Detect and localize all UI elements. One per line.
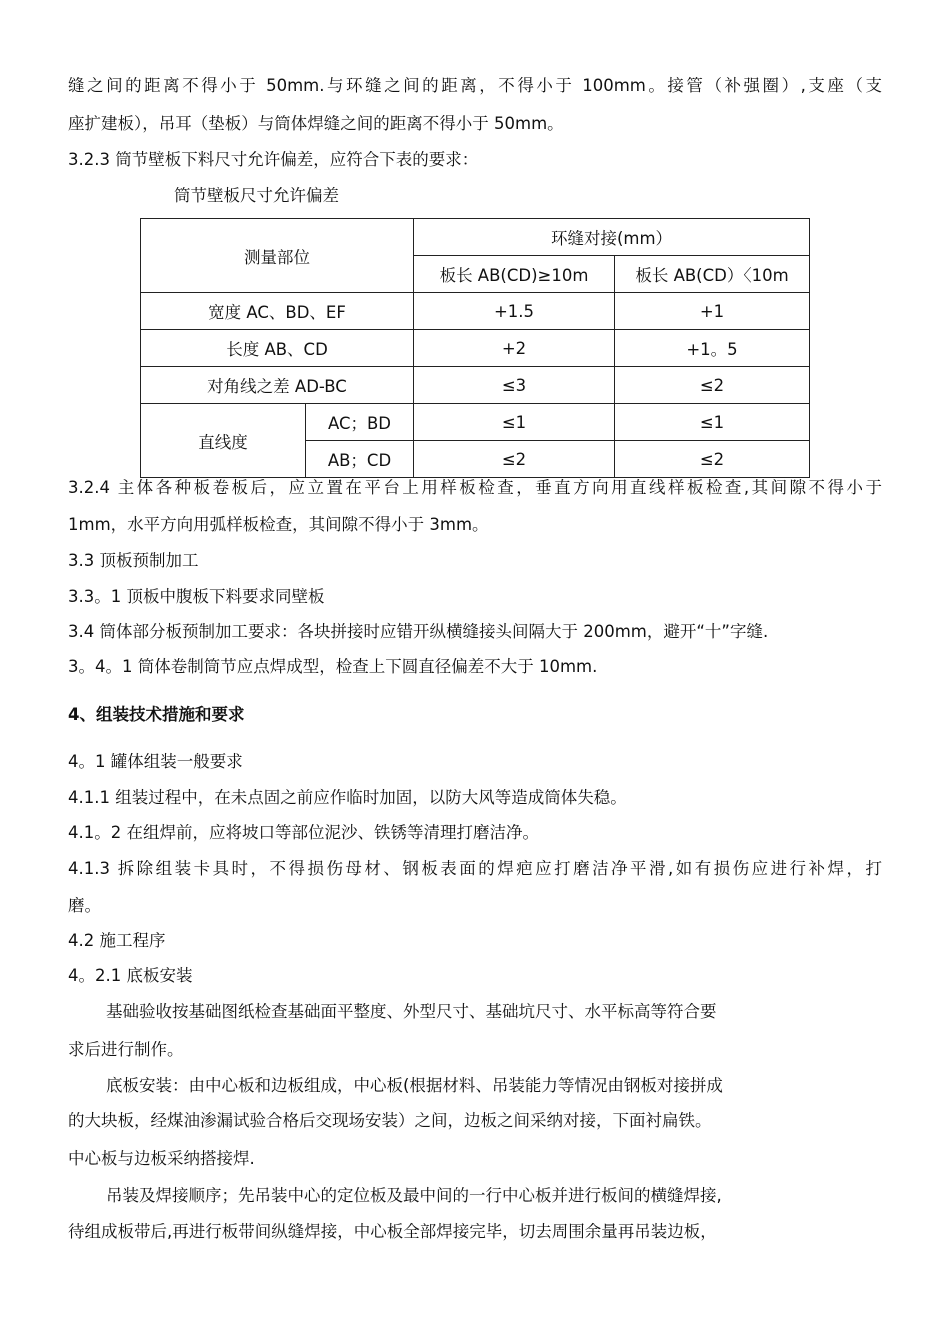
paragraph-line: 基础验收按基础图纸检查基础面平整度、外型尺寸、基础坑尺寸、水平标高等符合要 [106,1002,717,1021]
table-sub-label: AB；CD [306,441,414,478]
paragraph-line: 3.3。1 顶板中腹板下料要求同壁板 [68,587,325,606]
table-cell: ≤1 [615,404,810,441]
table-cell: ≤2 [414,441,615,478]
tolerance-table [140,218,810,478]
table-cell: ≤3 [414,367,615,404]
table-cell: ≤1 [414,404,615,441]
table-row [141,404,810,441]
table-header-group: 环缝对接(mm） [414,219,810,256]
table-header-col1: 板长 AB(CD)≥10m [414,256,615,293]
paragraph-line: 3.2.3 筒节壁板下料尺寸允许偏差，应符合下表的要求： [68,150,479,169]
paragraph-line: 3.4 筒体部分板预制加工要求：各块拼接时应错开纵横缝接头间隔大于 200mm，避开“十”字缝. [68,622,769,641]
table-header-part: 测量部位 [141,219,414,293]
table-cell: +2 [414,330,615,367]
table-cell: +1 [615,293,810,330]
table-header-col2: 板长 AB(CD）〈10m [615,256,810,293]
section-heading: 4。2.1 底板安装 [68,966,193,985]
paragraph-line: 1mm，水平方向用弧样板检查，其间隙不得小于 3mm。 [68,515,489,534]
paragraph-line: 座扩建板），吊耳（垫板）与筒体焊缝之间的距离不得小于 50mm。 [68,114,564,133]
paragraph-line: 4.1.3 拆除组装卡具时，不得损伤母材、钢板表面的焊疤应打磨洁净平滑,如有损伤应进行补焊，打 [68,859,882,878]
paragraph-line: 3。4。1 筒体卷制筒节应点焊成型，检查上下圆直径偏差不大于 10mm. [68,657,598,676]
table-row-label: 直线度 [141,404,306,478]
section-heading: 3.3 顶板预制加工 [68,551,199,570]
table-row [141,367,810,404]
paragraph-line: 缝之间的距离不得小于 50mm.与环缝之间的距离，不得小于 100mm。接管（补强圈）,支座（支 [68,76,882,95]
paragraph-line: 4.1.1 组装过程中，在未点固之前应作临时加固，以防大风等造成筒体失稳。 [68,788,627,807]
table-cell: +1。5 [615,330,810,367]
table-row-label: 宽度 AC、BD、EF [141,293,414,330]
paragraph-line: 求后进行制作。 [68,1040,184,1059]
paragraph-line: 吊装及焊接顺序；先吊装中心的定位板及最中间的一行中心板并进行板间的横缝焊接, [106,1186,722,1205]
table-row [141,330,810,367]
paragraph-line: 待组成板带后,再进行板带间纵缝焊接，中心板全部焊接完毕，切去周围余量再吊装边板， [68,1222,717,1241]
table-cell: ≤2 [615,441,810,478]
paragraph-line: 磨。 [68,896,101,915]
section-heading: 4。1 罐体组装一般要求 [68,752,243,771]
paragraph-line: 4.1。2 在组焊前，应将坡口等部位泥沙、铁锈等清理打磨洁净。 [68,823,539,842]
paragraph-line: 3.2.4 主体各种板卷板后，应立置在平台上用样板检查，垂直方向用直线样板检查,其间隙不得小于 [68,478,882,497]
table-cell: +1.5 [414,293,615,330]
table-sub-label: AC；BD [306,404,414,441]
table-caption: 筒节壁板尺寸允许偏差 [174,186,339,205]
table-row [141,293,810,330]
paragraph-line: 底板安装：由中心板和边板组成，中心板(根据材料、吊装能力等情况由钢板对接拼成 [106,1076,723,1095]
table-cell: ≤2 [615,367,810,404]
paragraph-line: 中心板与边板采纳搭接焊. [68,1149,255,1168]
chapter-heading: 4、组装技术措施和要求 [68,705,245,724]
paragraph-line: 的大块板，经煤油渗漏试验合格后交现场安装）之间，边板之间采纳对接，下面衬扁铁。 [68,1111,712,1130]
section-heading: 4.2 施工程序 [68,931,166,950]
table-row-label: 长度 AB、CD [141,330,414,367]
table-row-label: 对角线之差 AD-BC [141,367,414,404]
